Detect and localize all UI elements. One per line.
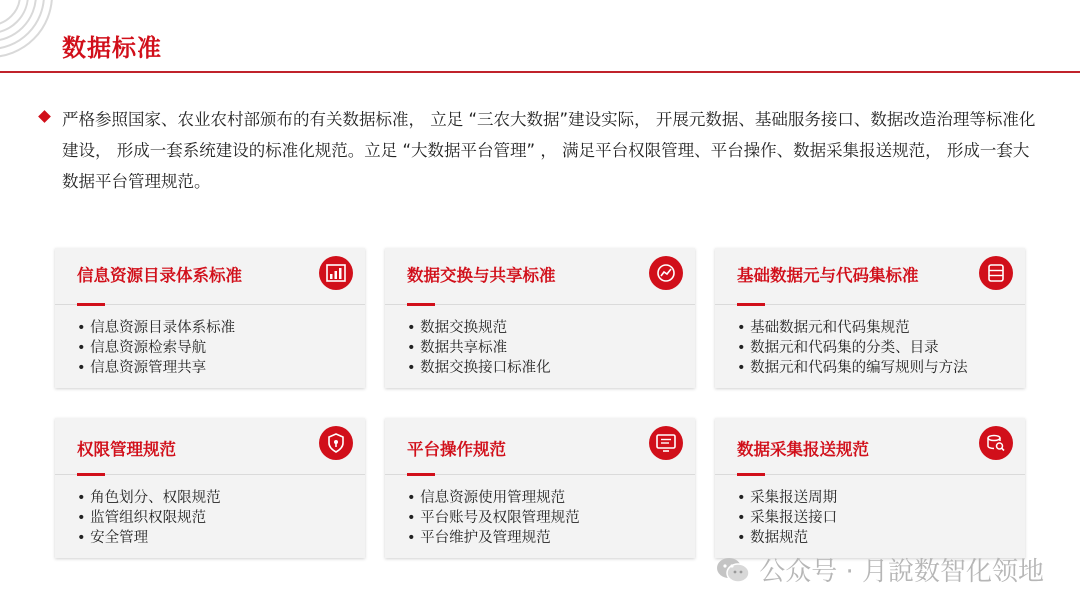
list-item: • 监管组织权限规范 [77, 508, 221, 528]
list-item: • 信息资源检索导航 [77, 338, 235, 358]
list-item: • 平台维护及管理规范 [407, 528, 580, 548]
watermark-text: 公众号 · 月說数智化领地 [759, 557, 1044, 587]
card-list [737, 318, 968, 378]
card-list [77, 488, 221, 548]
trend-chart-icon [649, 256, 683, 290]
list-item: • 平台账号及权限管理规范 [407, 508, 580, 528]
corner-decoration [0, 0, 60, 80]
card-list [407, 318, 551, 378]
list-item: • 数据交换接口标准化 [407, 358, 551, 378]
card-title-underline [77, 303, 105, 306]
list-item: • 数据元和代码集的分类、目录 [737, 338, 968, 358]
wechat-icon [715, 556, 751, 584]
card-platform-operation [385, 418, 695, 558]
card-title-underline [737, 473, 765, 476]
watermark [715, 551, 1044, 588]
card-permission-management [55, 418, 365, 558]
list-item: • 数据元和代码集的编写规则与方法 [737, 358, 968, 378]
card-info-resource-catalog [55, 248, 365, 388]
card-list [77, 318, 235, 378]
card-title: 信息资源目录体系标准 [77, 266, 242, 285]
list-item: • 数据规范 [737, 528, 837, 548]
data-search-icon [979, 426, 1013, 460]
bar-chart-icon [319, 256, 353, 290]
list-item: • 基础数据元和代码集规范 [737, 318, 968, 338]
card-list [407, 488, 580, 548]
list-item: • 信息资源使用管理规范 [407, 488, 580, 508]
card-title: 数据采集报送规范 [737, 440, 869, 459]
card-title: 权限管理规范 [77, 440, 176, 459]
card-basic-data-elements [715, 248, 1025, 388]
page-title: 数据标准 [62, 34, 162, 62]
title-divider [0, 71, 1080, 73]
card-title: 平台操作规范 [407, 440, 506, 459]
intro-paragraph: 严格参照国家、农业农村部颁布的有关数据标准， 立足 “三农大数据”建设实际， 开展元数据、基础服务接口、数据改造治理等标准化建设， 形成一套系统建设的标准化规范。立足 “大数据平台管理” ， 满足平台权限管理、平台操作、数据采集报送规范， 形成一套大数据平台管理规范。 [62, 110, 1036, 191]
list-item: • 角色划分、权限规范 [77, 488, 221, 508]
list-item: • 数据交换规范 [407, 318, 551, 338]
card-title-underline [407, 303, 435, 306]
list-item: • 采集报送周期 [737, 488, 837, 508]
list-item: • 安全管理 [77, 528, 221, 548]
card-title-underline [77, 473, 105, 476]
diamond-bullet-icon [38, 110, 51, 123]
card-data-exchange [385, 248, 695, 388]
card-title: 基础数据元与代码集标准 [737, 266, 919, 285]
list-item: • 采集报送接口 [737, 508, 837, 528]
card-title-underline [737, 303, 765, 306]
card-title-underline [407, 473, 435, 476]
card-title: 数据交换与共享标准 [407, 266, 556, 285]
shield-icon [319, 426, 353, 460]
database-icon [979, 256, 1013, 290]
list-item: • 数据共享标准 [407, 338, 551, 358]
card-list [737, 488, 837, 548]
list-item: • 信息资源目录体系标准 [77, 318, 235, 338]
card-data-collection [715, 418, 1025, 558]
list-item: • 信息资源管理共享 [77, 358, 235, 378]
screen-icon [649, 426, 683, 460]
